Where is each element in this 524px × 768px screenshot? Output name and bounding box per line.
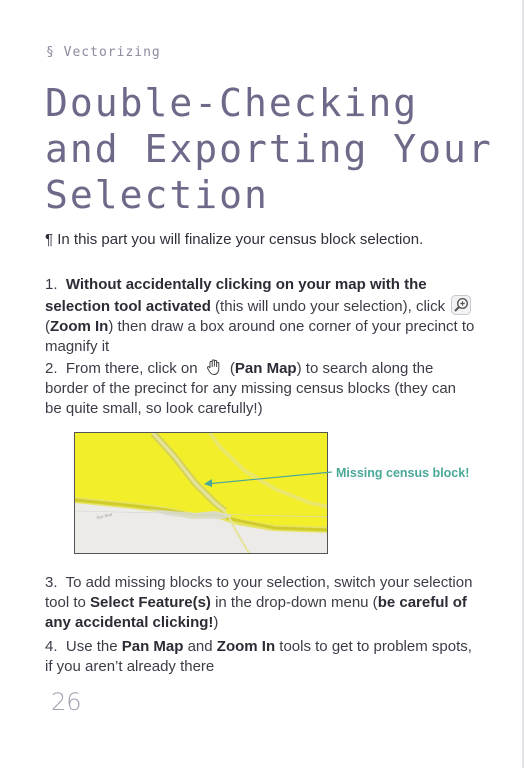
step-3-mid: in the drop-down menu ( <box>210 594 378 611</box>
step-2-pre: From there, click on <box>65 360 198 377</box>
street-label: Eps Blvd <box>96 511 113 520</box>
select-features-label: Select Feature(s) <box>90 594 211 611</box>
pan-hand-icon <box>204 357 224 377</box>
step-1-number: 1. <box>45 276 58 293</box>
title-line-3: Selection <box>45 173 269 217</box>
step-4-tail: tools to get to problem spots, if you aren’t already there <box>45 638 472 675</box>
step-1-tail: then draw a box around one corner of your precinct to magnify it <box>45 318 475 355</box>
page-title <box>45 80 493 218</box>
step-2-tail: to search along the border of the precinct for any missing census blocks (they can be quite small, so look carefully!) <box>45 360 457 417</box>
step-1: 1. Without accidentally clicking on your map with the selection tool activated (this will undo your selection), click (Zoom In) then draw a box around one corner of your precinct to magnify it <box>45 276 475 355</box>
title-line-1: Double-Checking <box>45 81 419 125</box>
step-4-pan-map: Pan Map <box>121 638 184 655</box>
step-4-zoom-in: Zoom In <box>216 638 276 655</box>
step-4-number: 4. <box>45 638 58 655</box>
zoom-in-label: Zoom In <box>50 318 109 335</box>
pan-map-label: Pan Map <box>234 360 297 377</box>
step-3-number: 3. <box>45 574 58 591</box>
step-3 <box>45 573 475 633</box>
section-label: § Vectorizing <box>46 45 161 60</box>
step-3-end: ) <box>213 614 219 631</box>
step-4-pre: Use the <box>65 638 122 655</box>
map-graphic <box>75 433 328 554</box>
missing-block-callout: Missing census block! <box>336 466 470 480</box>
step-3-pre: To add missing blocks to your selection, switch your selection tool to <box>45 574 473 611</box>
step-4 <box>45 637 475 677</box>
step-1-bold-lead: Without accidentally clicking on your map with the selection tool activated <box>45 276 427 315</box>
zoom-in-icon <box>451 295 471 315</box>
step-3-warning: be careful of any accidental clicking! <box>45 594 467 631</box>
intro-paragraph: ¶ In this part you will finalize your census block selection. <box>45 231 424 248</box>
map-screenshot <box>74 432 328 554</box>
step-2-number: 2. <box>45 360 58 377</box>
step-2: 2. From there, click on (Pan Map) to search along the border of the precinct for any missing census blocks (they can be quite small, so look carefully!) <box>45 357 475 419</box>
callout-line <box>200 468 340 488</box>
step-4-mid: and <box>183 638 217 655</box>
step-1-text: (this will undo your selection), click <box>210 298 446 315</box>
page-number: 26 <box>51 688 82 716</box>
title-line-2: and Exporting Your <box>45 127 493 171</box>
